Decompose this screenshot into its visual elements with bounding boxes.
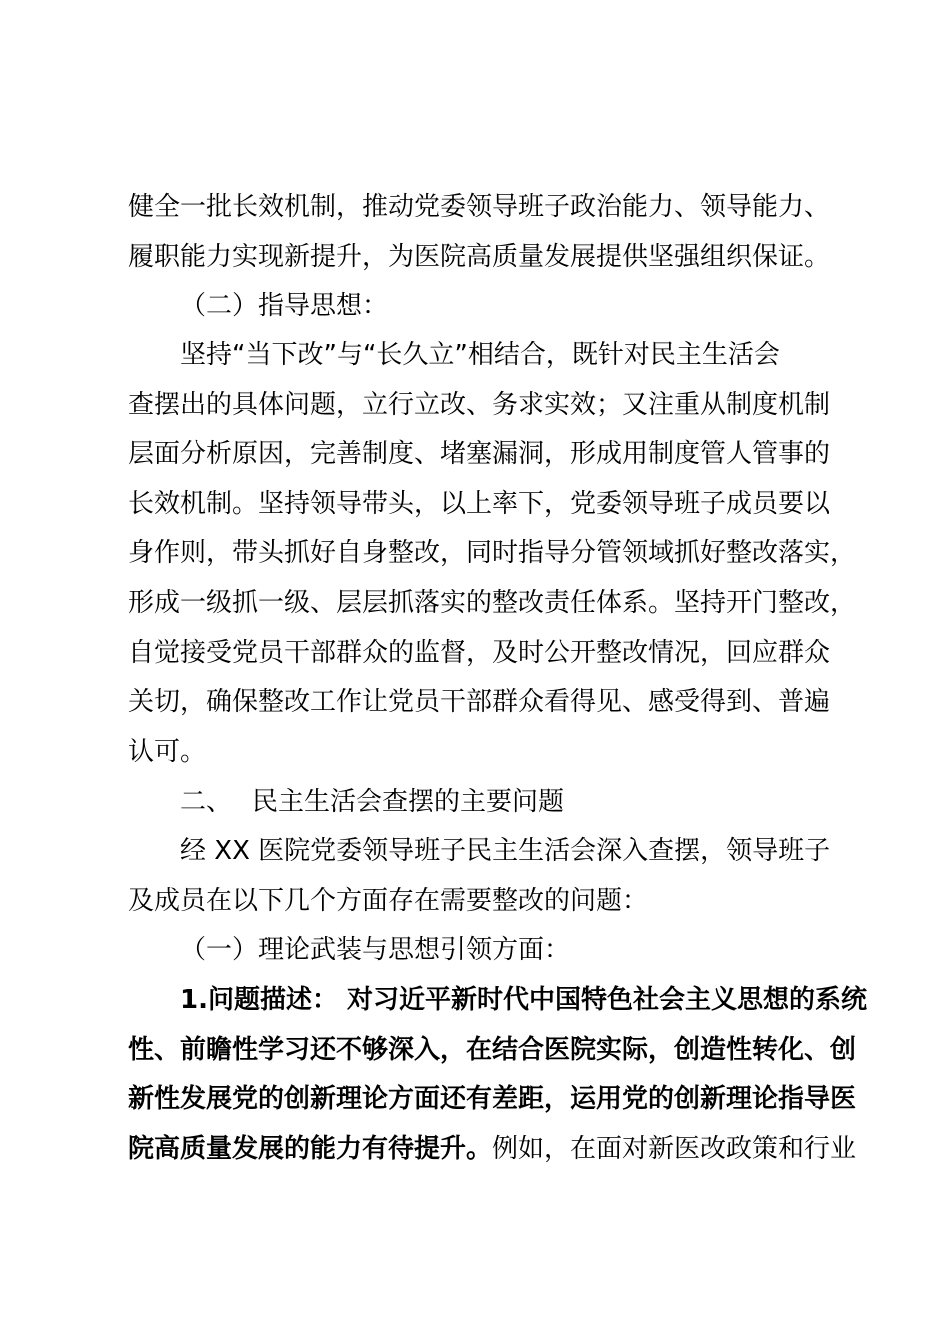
body-line: 自觉接受党员干部群众的监督，及时公开整改情况，回应群众 [128, 638, 831, 668]
body-line: 形成一级抓一级、层层抓落实的整改责任体系。坚持开门整改， [128, 588, 857, 618]
problem-line [128, 1132, 868, 1166]
body-line: 身作则，带头抓好自身整改，同时指导分管领域抓好整改落实， [128, 538, 857, 568]
problem-bold-text: 院高质量发展的能力有待提升。 [128, 1134, 493, 1164]
intro-line: 及成员在以下几个方面存在需要整改的问题： [128, 886, 649, 916]
section-heading [180, 785, 870, 819]
subsection-heading: （一）理论武装与思想引领方面： [180, 935, 571, 965]
body-line: 关切，确保整改工作让党员干部群众看得见、感受得到、普遍 [128, 687, 831, 717]
body-line: 履职能力实现新提升，为医院高质量发展提供坚强组织保证。 [128, 242, 831, 272]
intro-line: 经 XX 医院党委领导班子民主生活会深入查摆，领导班子 [180, 836, 831, 866]
problem-line: 新性发展党的创新理论方面还有差距，运用党的创新理论指导医 [128, 1084, 857, 1114]
problem-line: 性、前瞻性学习还不够深入，在结合医院实际，创造性转化、创 [128, 1035, 857, 1065]
problem-line: 1.问题描述： 对习近平新时代中国特色社会主义思想的系统 [180, 985, 868, 1015]
section-number: 二、 [180, 787, 233, 817]
body-line: 查摆出的具体问题，立行立改、务求实效；又注重从制度机制 [128, 390, 831, 420]
body-line: 健全一批长效机制，推动党委领导班子政治能力、领导能力、 [128, 192, 831, 222]
body-line: 长效机制。坚持领导带头，以上率下，党委领导班子成员要以 [128, 489, 831, 519]
section-title: 民主生活会查摆的主要问题 [252, 787, 565, 817]
problem-normal-text: 例如，在面对新医改政策和行业 [492, 1134, 857, 1164]
body-line: 坚持“当下改”与“长久立”相结合，既针对民主生活会 [180, 340, 780, 370]
body-line: 层面分析原因，完善制度、堵塞漏洞，形成用制度管人管事的 [128, 439, 831, 469]
subsection-heading: （二）指导思想： [180, 291, 389, 321]
body-line: 认可。 [128, 737, 207, 767]
